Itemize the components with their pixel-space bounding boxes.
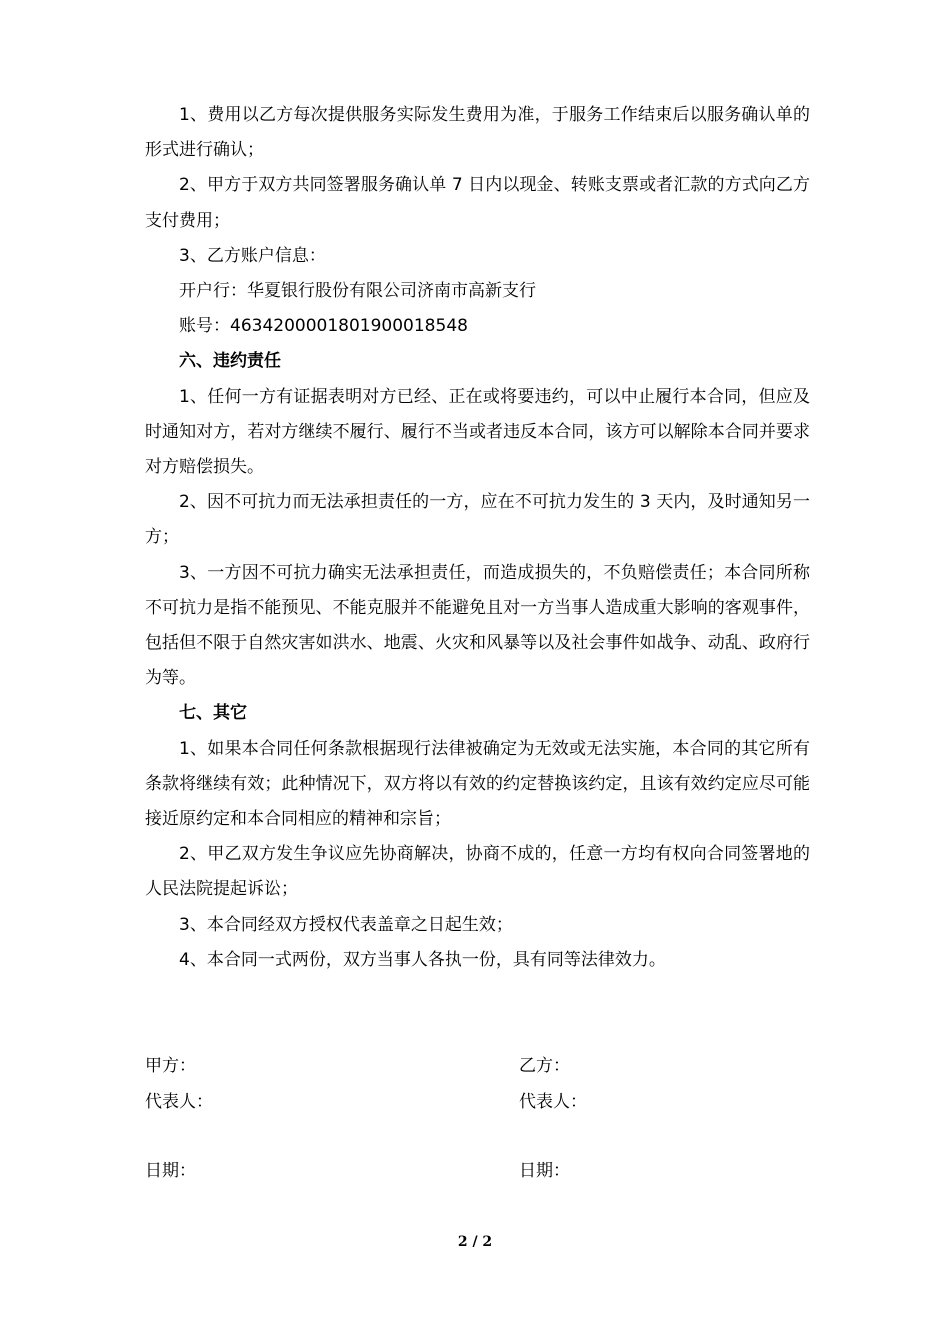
- party-a-label: 甲方：: [145, 1056, 196, 1076]
- other-clause-2: 2、甲乙双方发生争议应先协商解决，协商不成的，任意一方均有权向合同签署地的人民法院提起诉讼；: [145, 844, 810, 900]
- party-a-date-label: 日期：: [145, 1161, 196, 1181]
- party-b-representative-label: 代表人：: [519, 1092, 587, 1112]
- section-heading-breach: 六、违约责任: [179, 351, 281, 372]
- payment-clause-1: 1、费用以乙方每次提供服务实际发生费用为准，于服务工作结束后以服务确认单的形式进行确认；: [145, 105, 810, 161]
- contract-body: [145, 98, 810, 978]
- section-heading-other: 七、其它: [179, 703, 247, 724]
- party-b-label: 乙方：: [519, 1056, 570, 1076]
- bank-account: 账号：46342000018019000185​48: [179, 316, 468, 337]
- breach-clause-2: 2、因不可抗力而无法承担责任的一方，应在不可抗力发生的 3 天内，及时通知另一方；: [145, 492, 810, 548]
- other-clause-3: 3、本合同经双方授权代表盖章之日起生效；: [179, 914, 513, 935]
- other-clause-1: 1、如果本合同任何条款根据现行法律被确定为无效或无法实施，本合同的其它所有条款将继续有效；此种情况下，双方将以有效的约定替换该约定，且该有效约定应尽可能接近原约定和本合同相应的精神和宗旨；: [145, 738, 810, 830]
- page-number: 2 / 2: [457, 1234, 493, 1250]
- payment-clause-2: 2、甲方于双方共同签署服务确认单 7 日内以现金、转账支票或者汇款的方式向乙方支付费用；: [145, 175, 810, 231]
- payment-clause-3: 3、乙方账户信息：: [179, 245, 326, 266]
- breach-clause-3: 3、一方因不可抗力确实无法承担责任，而造成损失的，不负赔偿责任；本合同所称不可抗力是指不能预见、不能克服并不能避免且对一方当事人造成重大影响的客观事件，包括但不限于自然灾害如洪水、地震、火灾和风暴等以及社会事件如战争、动乱、政府行为等。: [145, 562, 810, 689]
- breach-clause-1: 1、任何一方有证据表明对方已经、正在或将要违约，可以中止履行本合同，但应及时通知对方，若对方继续不履行、履行不当或者违反本合同，该方可以解除本合同并要求对方赔偿损失。: [145, 386, 810, 478]
- other-clause-4: 4、本合同一式两份，双方当事人各执一份，具有同等法律效力。: [179, 949, 666, 970]
- party-a-representative-label: 代表人：: [145, 1092, 213, 1112]
- party-b-date-label: 日期：: [519, 1161, 570, 1181]
- bank-name: 开户行：华夏银行股份有限公司济南市高新支行: [179, 281, 536, 302]
